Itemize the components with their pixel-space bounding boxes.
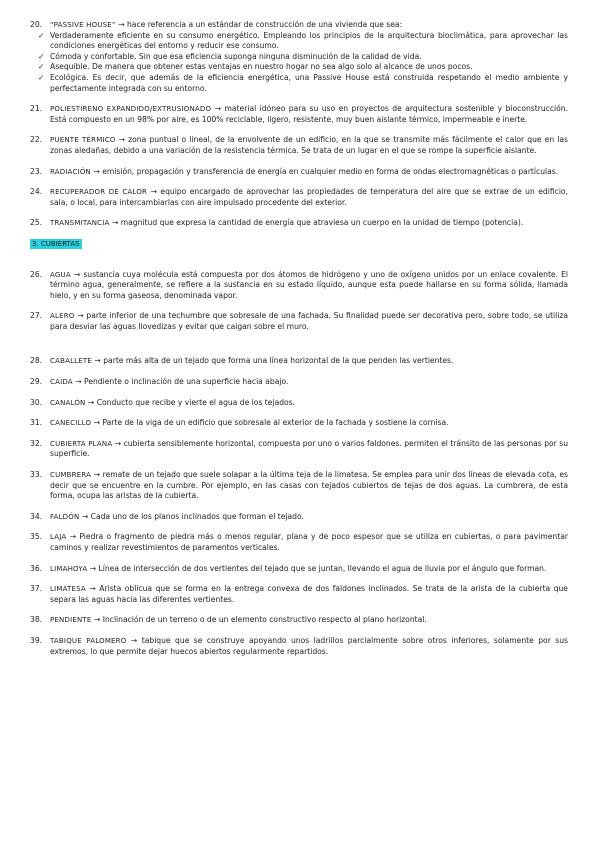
entry-definition: cubierta sensiblemente horizontal, compuesta por uno o varios faldones. permiten el tránsito de las personas por su superficie. <box>50 438 569 459</box>
entry-definition: Pendiente o inclinación de una superficie hacia abajo. <box>84 377 289 387</box>
entry-term: AGUA <box>50 270 71 279</box>
glossary-entry <box>30 311 568 332</box>
list-item: ✓ Asequible. De manera que obtener estas ventajas en nuestro hogar no sea algo solo al alcance de unos pocos. <box>38 62 473 72</box>
entry-number: 28. <box>30 356 43 366</box>
entry-number: 32. <box>30 438 43 448</box>
entry-definition: remate de un tejado que suele solapar a la última teja de la limatesa. Se emplea para unir dos líneas de elevada cota, es decir que se encuentre en la cumbre. Por ejemplo, en las casas con tejados cubiertos de tejas de dos aguas. La cumbrera, de esta forma, ocupa las aristas de la cubierta. <box>50 470 568 501</box>
entry-definition: Conducto que recibe y vierte el agua de los tejados. <box>96 397 296 407</box>
arrow-icon: → <box>130 635 138 645</box>
checkmark-icon: ✓ <box>38 72 45 82</box>
entry-number: 23. <box>30 166 43 176</box>
entry-term: CUBIERTA PLANA <box>50 439 113 448</box>
glossary-entry <box>30 270 568 302</box>
entry-term: CUMBRERA <box>50 471 92 480</box>
entry-definition: tabique que se construye apoyando unos ladrillos parcialmente sobre otros inferiores, solamente por sus extremos, lo que permite dejar huecos abiertos regularmente repartidos. <box>50 635 568 656</box>
entry-term: RADIACIÓN <box>50 167 91 176</box>
arrow-icon: → <box>89 563 97 573</box>
entry-term: PENDIENTE <box>50 616 92 625</box>
entry-number: 33. <box>30 470 43 480</box>
entry-number: 25. <box>30 218 43 228</box>
entry-definition: hace referencia a un estándar de construcción de una vivienda que sea: <box>126 20 403 29</box>
arrow-icon: → <box>93 166 100 176</box>
glossary-entry <box>30 615 568 626</box>
arrow-icon: → <box>111 218 119 228</box>
list-item: ✓ Verdaderamente eficiente en su consumo energético. Empleando los principios de la arquitectura bioclimática, para aprovechar las condiciones energéticas del entorno y reducir ese consumo. <box>38 30 568 51</box>
entry-term: CANALÓN <box>50 398 86 407</box>
entry-number: 36. <box>30 563 43 573</box>
entry-number: 30. <box>30 397 43 407</box>
arrow-icon: → <box>114 438 122 448</box>
entry-number: 29. <box>30 377 43 387</box>
entry-number: 39. <box>30 635 43 645</box>
glossary-entry <box>30 104 568 125</box>
arrow-icon: → <box>93 615 101 625</box>
glossary-entry <box>30 636 568 657</box>
entry-definition: Línea de intersección de dos vertientes del tejado que se juntan, llevando el agua de lluvia por el ángulo que forman. <box>98 563 547 573</box>
document-page <box>30 20 568 657</box>
glossary-entry <box>30 512 568 523</box>
entry-number: 24. <box>30 187 43 197</box>
entry-number: 31. <box>30 418 43 428</box>
entry-term: POLIESTIRENO EXPANDIDO/EXTRUSIONADO <box>50 105 212 114</box>
arrow-icon: → <box>93 470 101 480</box>
entry-definition: Parte de la viga de un edificio que sobresale al exterior de la fachada y sostiene la cornisa. <box>102 418 449 428</box>
checkmark-icon: ✓ <box>38 62 45 72</box>
glossary-entry <box>30 470 568 502</box>
entry-term: RECUPERADOR DE CALOR <box>50 188 148 197</box>
entry-number: 35. <box>30 532 43 542</box>
entry-definition: material idóneo para su uso en proyectos de arquitectura sostenible y bioconstrucción. Está compuesto en un 98% por aire, es 100% reciclable, ligero, resistente, muy buen aislante térmico, impermeable e inerte. <box>50 104 568 124</box>
entry-number: 37. <box>30 584 43 594</box>
glossary-entry <box>30 187 568 208</box>
entry-definition: equipo encargado de aprovechar las propiedades de temperatura del aire que se extrae de un edificio, sala, o local, para intercambiarlas con aire impulsado procedente del exterior. <box>50 187 568 207</box>
entry-definition: magnitud que expresa la cantidad de energía que atraviesa un cuerpo en la unidad de tiempo (potencia). <box>120 218 524 228</box>
arrow-icon: → <box>150 187 157 197</box>
entry-definition: sustancia cuya molécula está compuesta por dos átomos de hidrógeno y uno de oxígeno unidos por un enlace covalente. El término agua, generalmente, se refiere a la sustancia en su estado líquido, aunque esta puede hallarse en su forma sólida, llamada hielo, y en su forma gaseosa, denominada vapor. <box>50 269 568 300</box>
glossary-entry <box>30 584 568 605</box>
entry-term: CABALLETE <box>50 357 92 366</box>
entry-term: TRANSMITANCIA <box>50 219 110 228</box>
arrow-icon: → <box>87 397 95 407</box>
entry-definition: parte más alta de un tejado que forma una línea horizontal de la que penden las vertientes. <box>103 356 454 366</box>
arrow-icon: → <box>94 356 101 366</box>
entry-term: CANECILLO <box>50 419 92 428</box>
entry-definition: Cada uno de los planos inclinados que forman el tejado. <box>90 511 304 521</box>
entry-number: 20. <box>30 20 43 29</box>
entry-number: 26. <box>30 269 43 279</box>
entry-definition: Arista oblicua que se forma en la entrega convexa de dos faldones inclinados. Se trata de la arista de la cubierta que separa las aguas hacia las diferentes vertientes. <box>50 584 568 604</box>
entry-term: LIMATESA <box>50 585 86 594</box>
entry-definition: emisión, propagación y transferencia de energía en cualquier medio en forma de ondas electromagnéticas o partículas. <box>102 166 559 176</box>
glossary-entry <box>30 356 568 367</box>
section-title: 3. CUBIERTAS <box>32 239 80 248</box>
entry-definition: parte inferior de una techumbre que sobresale de una fachada. Su finalidad puede ser decorativa pero, sobre todo, se utiliza para desviar las aguas llovedizas y evitar que caigan sobre el muro. <box>50 311 569 331</box>
arrow-icon: → <box>214 104 222 114</box>
entry-term: ALERO <box>50 312 75 321</box>
glossary-entry <box>30 135 568 156</box>
entry-term: CAÍDA <box>50 378 73 387</box>
glossary-entry <box>30 167 568 178</box>
entry-definition: Piedra o fragmento de piedra más o menos regular, plana y de poco espesor que se utiliza en cubiertas, o para pavimentar caminos y realizar revestimientos de paramentos verticales. <box>50 532 569 552</box>
passive-house-list <box>30 31 568 95</box>
entry-number: 21. <box>30 104 43 114</box>
arrow-icon: → <box>81 511 89 521</box>
section-heading <box>30 239 568 250</box>
entry-definition: Inclinación de un terreno o de un elemento constructivo respecto al plano horizontal. <box>102 615 427 625</box>
list-item: ✓ Ecológica. Es decir, que además de la eficiencia energética, una Passive House está construida respetando el medio ambiente y perfectamente integrada con su entorno. <box>38 72 568 93</box>
entry-term: TABIQUE PALOMERO <box>50 636 127 645</box>
glossary-entry <box>30 418 568 429</box>
arrow-icon: → <box>93 418 100 428</box>
entry-definition: zona puntual o lineal, de la envolvente de un edificio, en la que se transmite más fácilmente el calor que en las zonas aledañas, debido a una variación de la resistencia térmica. Se trata de un lugar en el que se rompe la superficie aislante. <box>50 135 569 155</box>
checkmark-icon: ✓ <box>38 30 45 40</box>
glossary-entry <box>30 532 568 553</box>
arrow-icon: → <box>69 532 77 542</box>
glossary-entry-20 <box>30 20 568 31</box>
arrow-icon: → <box>118 135 126 145</box>
arrow-icon: → <box>75 377 82 387</box>
arrow-icon: → <box>118 20 125 29</box>
entry-number: 22. <box>30 135 43 145</box>
glossary-entry <box>30 377 568 388</box>
list-item: ✓ Cómoda y confortable. Sin que esa eficiencia suponga ninguna disminución de la calidad de vida. <box>38 51 422 61</box>
entry-term: PUENTE TÉRMICO <box>50 136 116 145</box>
entry-number: 34. <box>30 511 43 521</box>
entry-number: 38. <box>30 615 43 625</box>
checkmark-icon: ✓ <box>38 51 45 61</box>
arrow-icon: → <box>89 584 96 594</box>
arrow-icon: → <box>73 269 81 279</box>
glossary-entry <box>30 218 568 229</box>
glossary-entry <box>30 439 568 460</box>
entry-term: LAJA <box>50 533 67 542</box>
entry-number: 27. <box>30 311 43 321</box>
glossary-entry <box>30 398 568 409</box>
entry-term: FALDÓN <box>50 512 80 521</box>
entry-term: “PASSIVE HOUSE” <box>50 21 116 29</box>
arrow-icon: → <box>77 311 84 321</box>
entry-term: LIMAHOYA <box>50 564 88 573</box>
glossary-entry <box>30 564 568 575</box>
